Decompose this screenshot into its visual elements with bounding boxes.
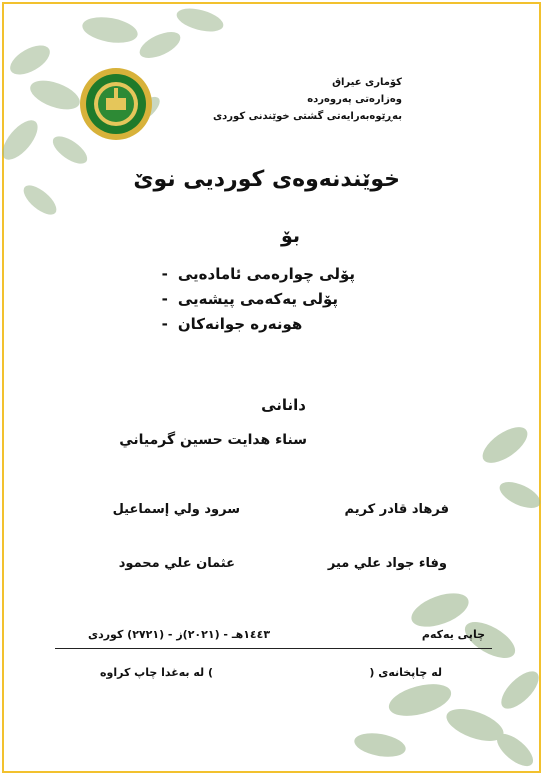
- ministry-line-country: کۆماری عیراق: [332, 77, 402, 88]
- printing-press-label: لە چاپخانەی (: [369, 666, 442, 679]
- audience-bullet: -: [161, 290, 168, 308]
- divider: [55, 648, 492, 649]
- audience-text: هونەرە جوانەکان: [177, 315, 303, 333]
- audience-item: [162, 287, 355, 312]
- audience-bullet: -: [161, 265, 168, 283]
- author-name: سرود ولي إسماعيل: [112, 502, 240, 517]
- ministry-emblem-icon: [78, 66, 154, 142]
- book-title: خوێندنەوەی کوردیی نوێ: [133, 167, 400, 192]
- printing-line: [100, 666, 442, 679]
- edition-label: چاپی یەکەم: [421, 628, 485, 641]
- lead-author: سناء هدايت حسين گرمياني: [119, 432, 307, 448]
- edition-year: ١٤٤٣هـ - (٢٠٢١)ز - (٢٧٢١) کوردی: [88, 628, 271, 641]
- prepared-by-label: دانانی: [261, 396, 306, 414]
- ministry-header: [213, 74, 402, 125]
- author-name: فرهاد قادر كريم: [344, 502, 449, 517]
- audience-bullet: -: [161, 315, 168, 333]
- audience-text: پۆلی چوارەمی ئامادەیی: [177, 265, 355, 283]
- audience-list: [162, 262, 355, 337]
- printing-city-text: ) لە بەغدا چاپ کراوە: [100, 666, 214, 679]
- audience-text: پۆلی یەکەمی پیشەیی: [177, 290, 339, 308]
- ministry-logo: [78, 66, 154, 142]
- audience-item: [162, 262, 355, 287]
- author-name: وفاء جواد علي مير: [327, 556, 447, 571]
- ministry-line-directorate: بەڕێوەبەرایەتی گشتی خوێندنی کوردی: [213, 111, 402, 122]
- audience-item: [162, 312, 355, 337]
- for-label: بۆ: [280, 225, 300, 247]
- author-name: عثمان علي محمود: [118, 556, 235, 571]
- ministry-line-ministry: وەزارەتی پەروەردە: [307, 94, 402, 105]
